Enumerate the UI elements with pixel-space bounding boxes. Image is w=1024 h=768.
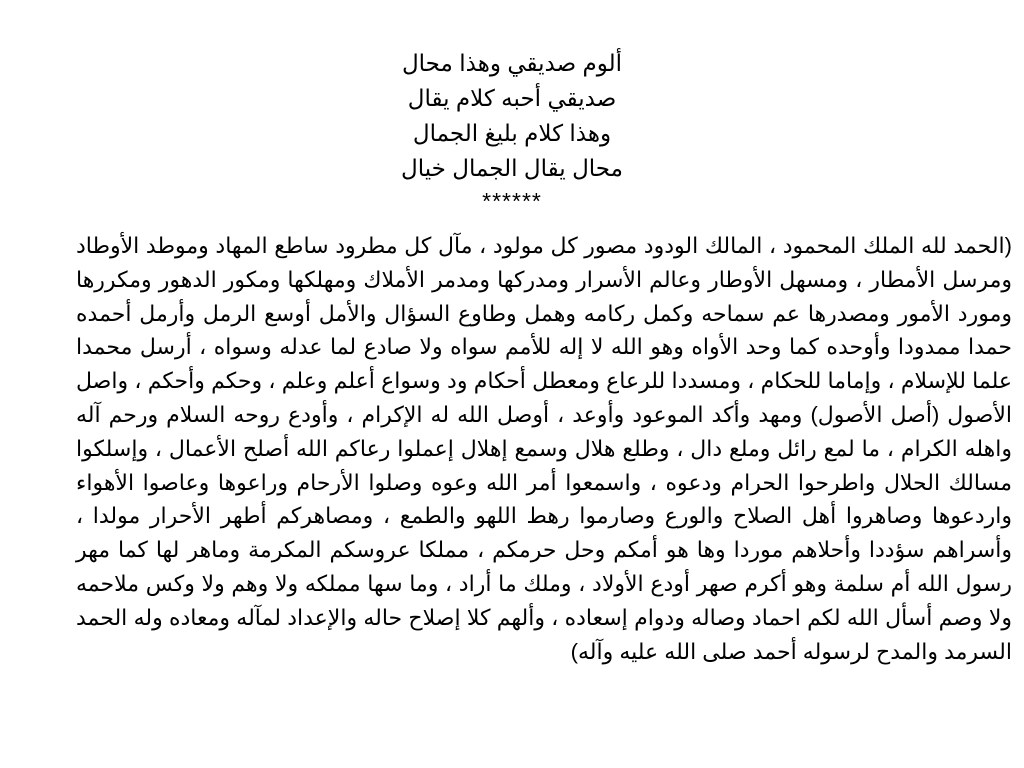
poem-line-4: محال يقال الجمال خيال [401,155,623,181]
poem-block [0,46,1024,216]
poem-line-3: وهذا كلام بليغ الجمال [412,120,612,146]
asterisk-separator: ****** [482,188,542,214]
poem-line-1: ألوم صديقي وهذا محال [401,50,623,76]
poem-line-2: صديقي أحبه كلام يقال [407,85,617,111]
sermon-paragraph: (الحمد لله الملك المحمود ، المالك الودود مصور كل مولود ، مآل كل مطرود ساطع المهاد وموطد الأوطاد ومرسل الأمطار ، ومسهل الأوطار وعالم الأسرار ومدركها ومدمر الأملاك ومهلكها ومكور الدهور ومكررها ومورد الأمور ومصدرها عم سماحه وكمل ركامه وهمل وطاوع السؤال والأمل أوسع الرمل وأرمل أحمده حمدا ممدودا وأوحده كما وحد الأواه وهو الله لا إله للأمم سواه ولا صادع لما عدله وسواه ، أرسل محمدا علما للإسلام ، وإماما للحكام ، ومسددا للرعاع ومعطل أحكام ود وسواع أعلم وعلم ، وحكم وأحكم ، واصل الأصول (أصل الأصول) ومهد وأكد الموعود وأوعد ، أوصل الله له الإكرام ، وأودع روحه السلام ورحم آله واهله الكرام ، ما لمع رائل وملع دال ، وطلع هلال وسمع إهلال إعملوا رعاكم الله أصلح الأعمال ، وإسلكوا مسالك الحلال واطرحوا الحرام ودعوه ، واسمعوا أمر الله وعوه وصلوا الأرحام وراعوها وعاصوا الأهواء واردعوها وصاهروا أهل الصلاح والورع وصارموا رهط اللهو والطمع ، ومصاهركم أطهر الأحرار مولدا ، وأسراهم سؤددا وأحلاهم موردا وها هو أمكم وحل حرمكم ، مملكا عروسكم المكرمة وماهر لها كما مهر رسول الله أم سلمة وهو أكرم صهر أودع الأولاد ، وملك ما أراد ، وما سها مملكه ولا وهم ولا وكس ملاحمه ولا وصم أسأل الله لكم احماد وصاله ودوام إسعاده ، وألهم كلا إصلاح حاله والإعداد لمآله ومعاده وله الحمد السرمد والمدح لرسوله أحمد صلى الله عليه وآله) [76,233,1012,664]
